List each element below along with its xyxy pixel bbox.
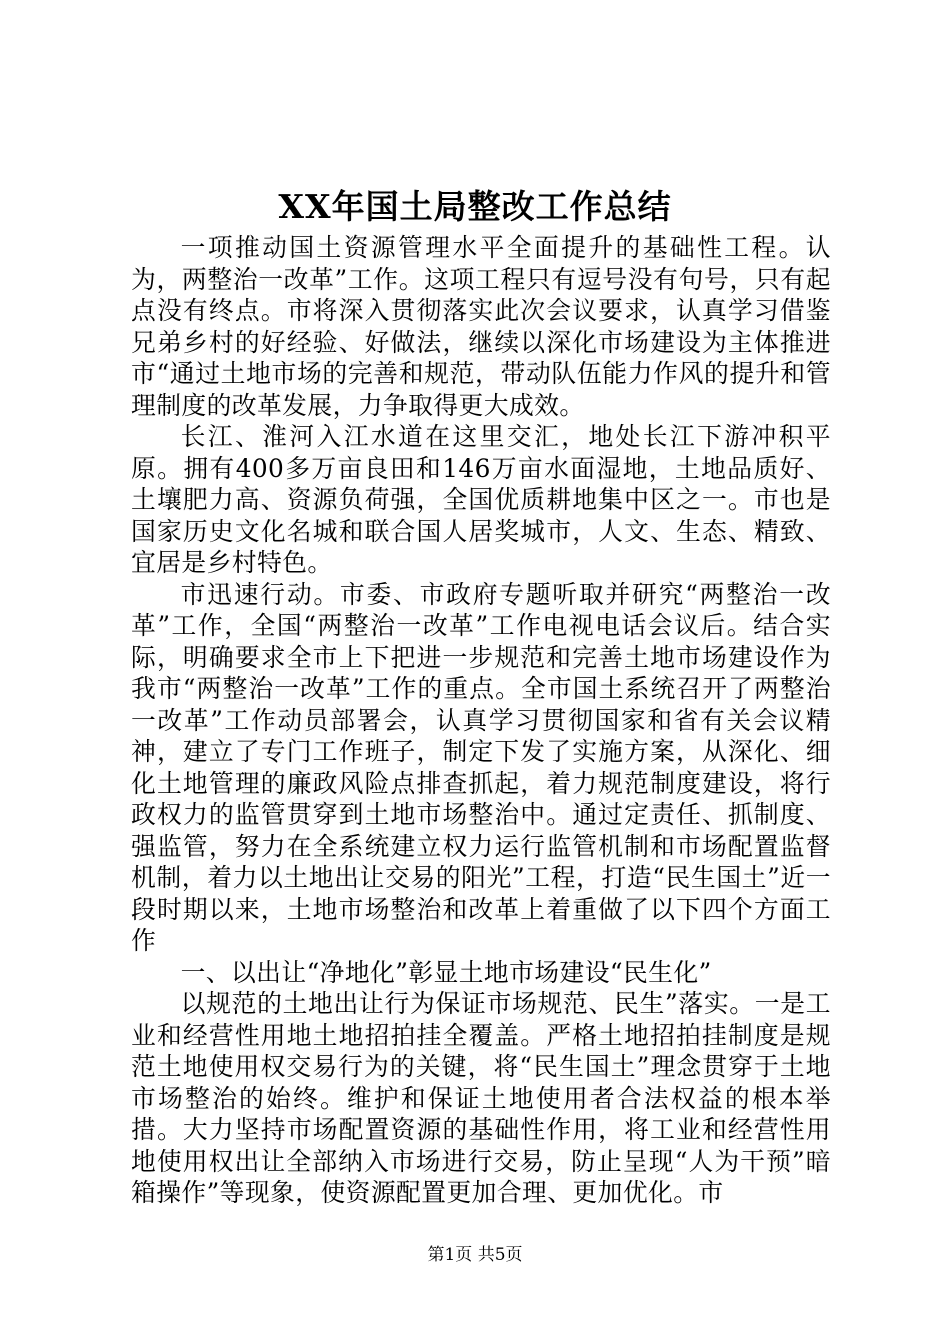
- paragraph: 一项推动国土资源管理水平全面提升的基础性工程。认为，两整治一改革”工作。这项工程只有逗号没有句号，只有起点没有终点。市将深入贯彻落实此次会议要求，认真学习借鉴兄弟乡村的好经验、好做法，继续以深化市场建设为主体推进市“通过土地市场的完善和规范，带动队伍能力作风的提升和管理制度的改革发展，力争取得更大成效。: [131, 233, 831, 420]
- paragraph: 以规范的土地出让行为保证市场规范、民生”落实。一是工业和经营性用地土地招拍挂全覆盖。严格土地招拍挂制度是规范土地使用权交易行为的关键，将“民生国土”理念贯穿于土地市场整治的始终。维护和保证土地使用者合法权益的根本举措。大力坚持市场配置资源的基础性作用，将工业和经营性用地使用权出让全部纳入市场进行交易，防止呈现“人为干预”暗箱操作”等现象，使资源配置更加合理、更加优化。市: [131, 989, 831, 1207]
- document-body: [131, 232, 831, 1209]
- section-heading: 一、以出让“净地化”彰显土地市场建设“民生化”: [180, 957, 712, 987]
- paragraph: 市迅速行动。市委、市政府专题听取并研究“两整治一改革”工作，全国“两整治一改革”工作电视电话会议后。结合实际，明确要求全市上下把进一步规范和完善土地市场建设作为我市“两整治一改革”工作的重点。全市国土系统召开了两整治一改革”工作动员部署会，认真学习贯彻国家和省有关会议精神，建立了专门工作班子，制定下发了实施方案，从深化、细化土地管理的廉政风险点排查抓起，着力规范制度建设，将行政权力的监管贯穿到土地市场整治中。通过定责任、抓制度、强监管，努力在全系统建立权力运行监管机制和市场配置监督机制，着力以土地出让交易的阳光”工程，打造“民生国土”近一段时期以来，土地市场整治和改革上着重做了以下四个方面工作: [131, 579, 831, 955]
- document-title: XX年国土局整改工作总结: [278, 187, 672, 226]
- page-footer: 第1页 共5页: [427, 1245, 523, 1265]
- paragraph: 长江、淮河入江水道在这里交汇，地处长江下游冲积平原。拥有400多万亩良田和146万亩水面湿地，土地品质好、土壤肥力高、资源负荷强，全国优质耕地集中区之一。市也是国家历史文化名城和联合国人居奖城市，人文、生态、精致、宜居是乡村特色。: [131, 422, 831, 577]
